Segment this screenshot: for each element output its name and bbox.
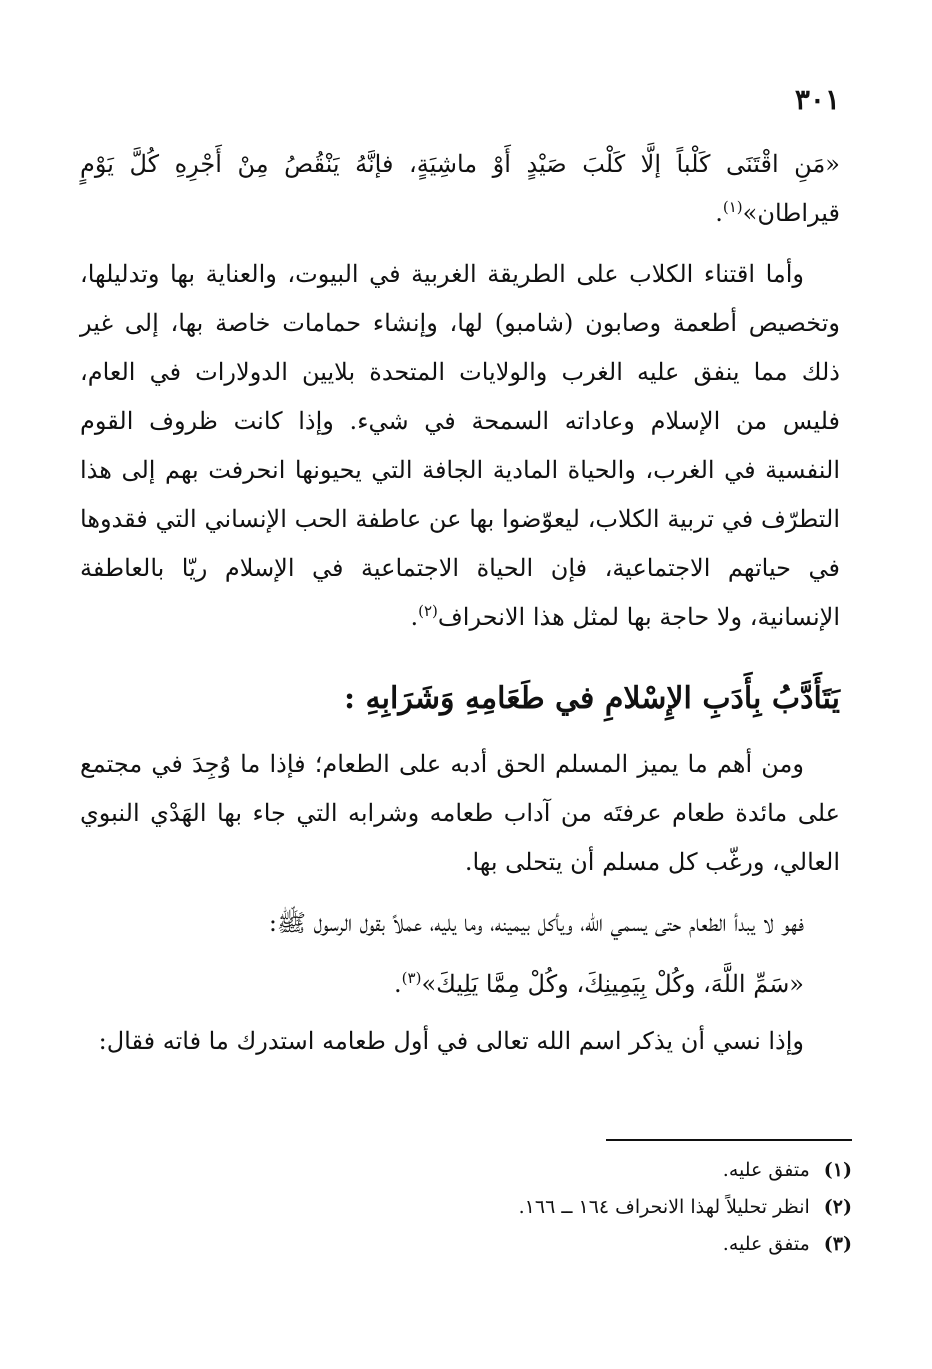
footnote-divider	[606, 1139, 852, 1141]
dogs-west-text: وأما اقتناء الكلاب على الطريقة الغربية في البيوت، والعناية بها وتدليلها، وتخصيص أطعمة وصابون (شامبو) لها، وإنشاء حمامات خاصة بها، إلى غير ذلك مما ينفق عليه الغرب والولايات المتحدة بلايين الدولارات في العام، فليس من الإسلام وعاداته السمحة في شيء. وإذا كانت ظروف القوم النفسية في الغرب، والحياة المادية الجافة التي يحيونها انحرفت بهم إلى هذا التطرّف في تربية الكلاب، ليعوّضوا بها عن عاطفة الحب الإنساني التي فقدوها في حياتهم الاجتماعية، فإن الحياة الاجتماعية في الإسلام ريّا بالعاطفة الإنسانية، ولا حاجة بها لمثل هذا الانحراف	[80, 260, 840, 631]
page-number: ٣٠١	[794, 83, 840, 116]
footnote-text: متفق عليه.	[722, 1233, 810, 1255]
dogs-west-tail: .	[410, 603, 419, 631]
footnote-ref-1[interactable]: (١)	[722, 198, 743, 216]
footnote-2	[92, 1189, 852, 1226]
footnote-ref-2[interactable]: (٢)	[418, 602, 438, 620]
footnote-3	[92, 1226, 852, 1263]
dogs-west-paragraph	[80, 250, 840, 642]
footnote-number: (٢)	[823, 1196, 852, 1218]
bismillah-paragraph: فهو لا يبدأ الطعام حتى يسمي الله، ويأكل بيمينه، وما يليه، عملاً بقول الرسول ﷺ:	[268, 909, 804, 937]
food-manners-paragraph: ومن أهم ما يميز المسلم الحق أدبه على الطعام؛ فإذا ما وُجِدَ في مجتمع على مائدة طعام عرفتَه من آداب طعامه وشرابه التي جاء بها الهَدْي النبوي العالي، ورغّب كل مسلم أن يتحلى بها.	[80, 750, 840, 876]
hadith-bismillah-tail: .	[394, 970, 402, 998]
hadith-bismillah-text: «سَمِّ اللَّهَ، وكُلْ بِيَمِينِكَ، وكُلْ مِمَّا يَلِيكَ»	[421, 970, 804, 998]
footnote-number: (١)	[823, 1159, 852, 1181]
main-text	[80, 140, 840, 1078]
section-heading: يَتَأَدَّبُ بِأَدَبِ الإِسْلامِ في طَعَامِهِ وَشَرَابِهِ :	[344, 681, 840, 716]
hadith-dog-paragraph	[80, 140, 840, 238]
hadith-bismillah	[80, 960, 840, 1009]
footnote-number: (٣)	[823, 1233, 852, 1255]
footnotes	[92, 1152, 852, 1263]
forgot-paragraph: وإذا نسي أن يذكر اسم الله تعالى في أول طعامه استدرك ما فاته فقال:	[98, 1027, 804, 1055]
hadith-dog-text: «مَنِ اقْتَنَى كَلْباً إلَّا كَلْبَ صَيْدٍ أَوْ ماشِيَةٍ، فإنَّهُ يَنْقُصُ مِنْ أَجْرِهِ كُلَّ يَوْمٍ قيراطان»	[80, 150, 840, 227]
footnote-text: انظر تحليلاً لهذا الانحراف ١٦٤ ــ ١٦٦.	[518, 1196, 810, 1218]
footnote-ref-3[interactable]: (٣)	[401, 969, 422, 987]
footnote-text: متفق عليه.	[722, 1159, 810, 1181]
hadith-dog-tail: .	[715, 199, 723, 227]
footnote-1	[92, 1152, 852, 1189]
